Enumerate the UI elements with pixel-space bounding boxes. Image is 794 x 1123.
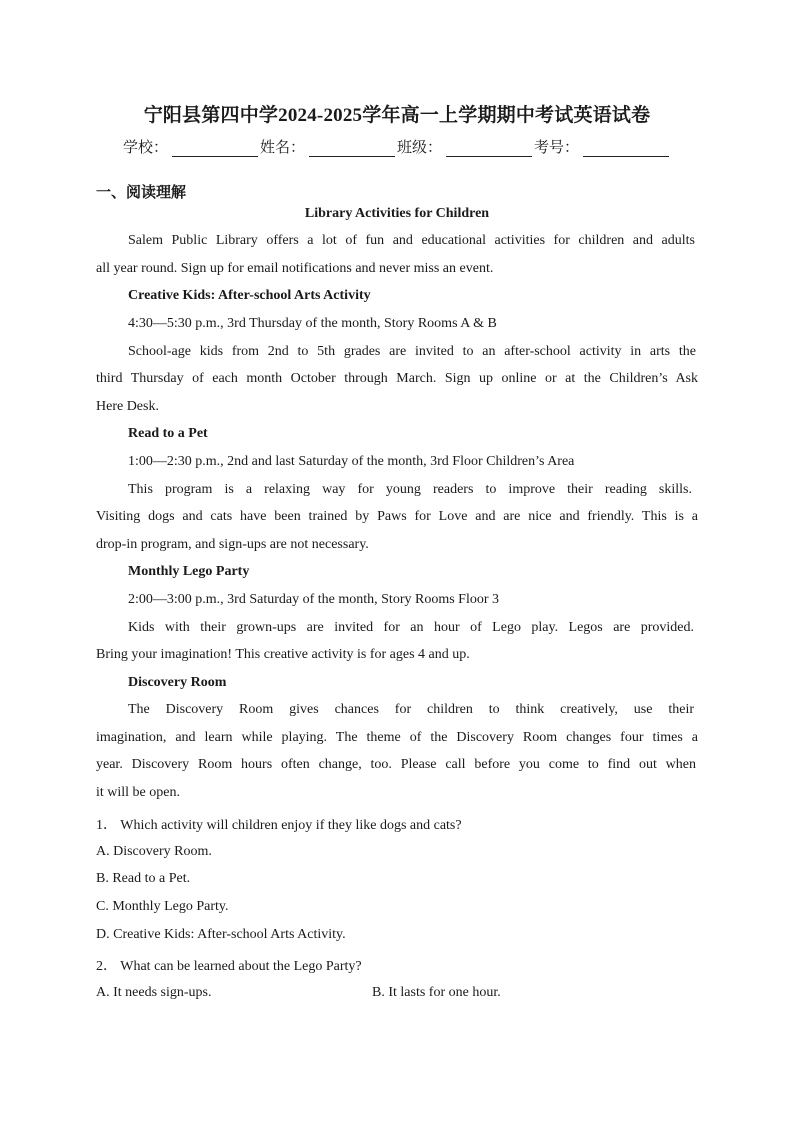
section-heading: 一、阅读理解 — [96, 185, 187, 201]
activity-title: Monthly Lego Party — [128, 564, 250, 579]
activity-text-line: Bring your imagination! This creative activity is for ages 4 and up. — [96, 647, 470, 662]
question-stem: 1． Which activity will children enjoy if they like dogs and cats? — [96, 818, 462, 833]
activity-text-line: The Discovery Room gives chances for children to think creatively, use their — [128, 702, 694, 717]
activity-time: 1:00—2:30 p.m., 2nd and last Saturday of the month, 3rd Floor Children’s Area — [128, 454, 575, 469]
activity-title: Discovery Room — [128, 675, 227, 690]
school-label: 学校： — [122, 140, 168, 156]
class-blank[interactable] — [446, 142, 532, 157]
answer-option[interactable]: B. It lasts for one hour. — [372, 985, 501, 1000]
school-blank[interactable] — [172, 142, 258, 157]
activity-text-line: Kids with their grown-ups are invited for an hour of Lego play. Legos are provided. — [128, 620, 694, 635]
activity-text-line: imagination, and learn while playing. The theme of the Discovery Room changes four times a — [96, 730, 698, 745]
activity-text-line: Visiting dogs and cats have been trained by Paws for Love and are nice and friendly. This is a — [96, 509, 698, 524]
answer-option[interactable]: B. Read to a Pet. — [96, 871, 191, 886]
answer-option[interactable]: D. Creative Kids: After-school Arts Activity. — [96, 927, 346, 942]
activity-text-line: it will be open. — [96, 785, 180, 800]
page-title: 宁阳县第四中学2024-2025学年高一上学期期中考试英语试卷 — [143, 105, 651, 126]
activity-text-line: This program is a relaxing way for young readers to improve their reading skills. — [128, 482, 692, 497]
name-label: 姓名： — [259, 140, 305, 156]
student-info-line — [0, 136, 794, 157]
answer-option[interactable]: A. It needs sign-ups. — [96, 985, 212, 1000]
activity-title: Read to a Pet — [128, 426, 208, 441]
activity-time: 2:00—3:00 p.m., 3rd Saturday of the month, Story Rooms Floor 3 — [128, 592, 499, 607]
passage-title: Library Activities for Children — [304, 206, 490, 221]
activity-text-line: year. Discovery Room hours often change, too. Please call before you come to find out when — [96, 757, 696, 772]
activity-text-line: Here Desk. — [96, 399, 159, 414]
activity-text-line: drop-in program, and sign-ups are not necessary. — [96, 537, 369, 552]
activity-text-line: third Thursday of each month October through March. Sign up online or at the Children’s Ask — [96, 371, 698, 386]
intro-line: Salem Public Library offers a lot of fun and educational activities for children and adults — [128, 233, 695, 248]
activity-title: Creative Kids: After-school Arts Activity — [128, 288, 371, 303]
answer-option[interactable]: A. Discovery Room. — [96, 844, 212, 859]
class-label: 班级： — [397, 140, 443, 156]
intro-line: all year round. Sign up for email notifications and never miss an event. — [96, 261, 494, 276]
activity-text-line: School-age kids from 2nd to 5th grades are invited to an after-school activity in arts the — [128, 344, 696, 359]
question-stem: 2． What can be learned about the Lego Party? — [96, 959, 362, 974]
name-blank[interactable] — [309, 142, 395, 157]
exam-number-blank[interactable] — [583, 142, 669, 157]
answer-option[interactable]: C. Monthly Lego Party. — [96, 899, 229, 914]
exam-number-label: 考号： — [534, 140, 580, 156]
activity-time: 4:30—5:30 p.m., 3rd Thursday of the month, Story Rooms A & B — [128, 316, 497, 331]
